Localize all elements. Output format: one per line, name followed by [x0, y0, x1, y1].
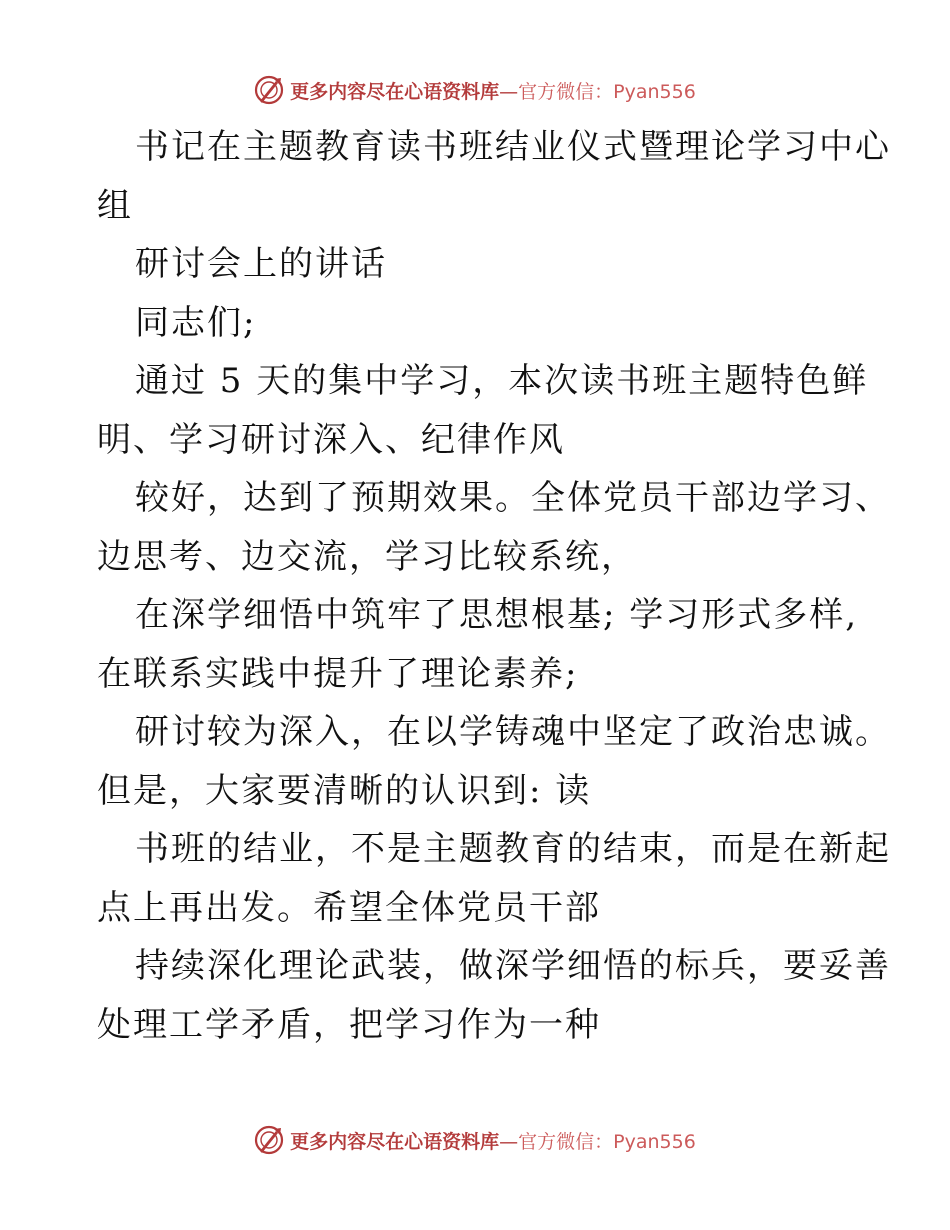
- watermark-dash: —: [499, 80, 519, 103]
- paragraph-line: 书记在主题教育读书班结业仪式暨理论学习中心: [135, 127, 891, 167]
- paragraph-line: 研讨会上的讲话: [135, 244, 387, 284]
- paragraph-line: 书班的结业，不是主题教育的结束，而是在新起: [135, 829, 891, 869]
- paragraph-line: 研讨较为深入，在以学铸魂中坚定了政治忠诚。: [135, 712, 891, 752]
- watermark-text: [290, 1127, 696, 1154]
- watermark-main-text: 更多内容尽在心语资料库: [290, 1130, 500, 1153]
- paragraph-line: 处理工学矛盾，把学习作为一种: [97, 1004, 601, 1045]
- paragraph-line: 同志们;: [135, 302, 257, 343]
- paragraph-line: 但是，大家要清晰的认识到: 读: [97, 770, 592, 811]
- watermark-main-text: 更多内容尽在心语资料库: [290, 80, 500, 103]
- paragraph-line: 持续深化理论武装，做深学细悟的标兵，要妥善: [135, 946, 891, 986]
- document-body: [97, 118, 891, 1054]
- header-watermark: [0, 70, 950, 110]
- quill-seal-icon: [254, 1125, 284, 1155]
- paragraph-line: 在联系实践中提升了理论素养;: [97, 653, 579, 694]
- paragraph-line: 通过 5 天的集中学习，本次读书班主题特色鲜: [135, 361, 869, 401]
- paragraph-line: 边思考、边交流，学习比较系统，: [97, 536, 637, 577]
- watermark-wechat-text: 官方微信：Pyan556: [518, 80, 696, 103]
- watermark-dash: —: [499, 1130, 519, 1153]
- footer-watermark: [0, 1120, 950, 1160]
- watermark-wechat-text: 官方微信：Pyan556: [518, 1130, 696, 1153]
- quill-seal-icon: [254, 75, 284, 105]
- paragraph-line: 较好，达到了预期效果。全体党员干部边学习、: [135, 478, 891, 518]
- paragraph-line: 点上再出发。希望全体党员干部: [97, 887, 601, 928]
- paragraph-line: 在深学细悟中筑牢了思想根基; 学习形式多样,: [135, 595, 859, 635]
- watermark-text: [290, 77, 696, 104]
- paragraph-line: 组: [97, 185, 133, 226]
- paragraph-line: 明、学习研讨深入、纪律作风: [97, 419, 565, 460]
